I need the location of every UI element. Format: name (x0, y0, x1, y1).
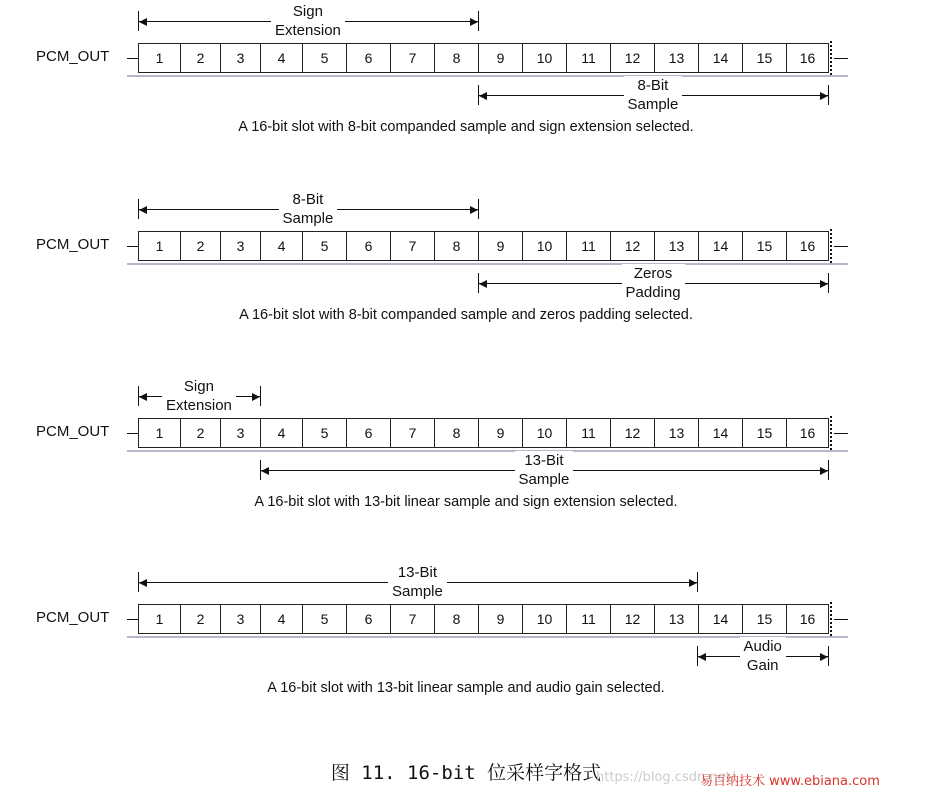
signal-trail-line (834, 433, 848, 434)
arrowhead-right-icon (470, 206, 478, 214)
bit-cell: 14 (698, 418, 743, 448)
bit-cell: 1 (138, 418, 181, 448)
bit-cell: 4 (260, 604, 303, 634)
bit-cell: 3 (220, 43, 261, 73)
bit-cell: 11 (566, 418, 611, 448)
arrowhead-left-icon (698, 653, 706, 661)
bit-cell: 14 (698, 604, 743, 634)
arrowhead-right-icon (820, 467, 828, 475)
bit-cell: 1 (138, 231, 181, 261)
bit-cell: 3 (220, 604, 261, 634)
bit-cell: 11 (566, 43, 611, 73)
bracket-end-marker (478, 11, 479, 31)
signal-trail-line (834, 619, 848, 620)
slot-end-dotted (830, 41, 832, 75)
arrowhead-left-icon (139, 579, 147, 587)
row-caption: A 16-bit slot with 13-bit linear sample and sign extension selected. (254, 494, 678, 510)
bit-cell: 3 (220, 231, 261, 261)
signal-label: PCM_OUT (36, 236, 110, 253)
bit-cell: 12 (610, 43, 655, 73)
bit-cell: 2 (180, 231, 221, 261)
bit-cell: 15 (742, 43, 787, 73)
bit-cell: 5 (302, 43, 347, 73)
bit-cell: 7 (390, 231, 435, 261)
bit-cell: 6 (346, 43, 391, 73)
bit-cell: 12 (610, 418, 655, 448)
bit-cell: 13 (654, 604, 699, 634)
signal-label: PCM_OUT (36, 609, 110, 626)
bracket-end-marker (828, 85, 829, 105)
slot-baseline (127, 263, 848, 265)
bracket-end-marker (697, 572, 698, 592)
bracket-end-marker (828, 460, 829, 480)
bit-cell: 4 (260, 418, 303, 448)
bottom-bracket-label: 13-Bit Sample (515, 451, 574, 489)
bit-cell: 8 (434, 418, 479, 448)
watermark-site: 易百纳技术 www.ebiana.com (700, 774, 880, 789)
bit-cell: 2 (180, 604, 221, 634)
bit-cell: 10 (522, 418, 567, 448)
bit-cell: 5 (302, 418, 347, 448)
bit-cell: 4 (260, 231, 303, 261)
bit-cell: 5 (302, 231, 347, 261)
arrowhead-right-icon (470, 18, 478, 26)
bit-cell: 9 (478, 604, 523, 634)
bit-cell: 7 (390, 43, 435, 73)
row-caption: A 16-bit slot with 13-bit linear sample and audio gain selected. (267, 680, 665, 696)
signal-lead-line (127, 619, 138, 620)
bit-cell: 8 (434, 604, 479, 634)
slot-end-dotted (830, 229, 832, 263)
arrowhead-right-icon (820, 92, 828, 100)
arrowhead-left-icon (261, 467, 269, 475)
arrowhead-left-icon (139, 206, 147, 214)
arrowhead-right-icon (689, 579, 697, 587)
bit-cell: 16 (786, 418, 829, 448)
bit-cell: 12 (610, 231, 655, 261)
arrowhead-left-icon (479, 92, 487, 100)
slot-baseline (127, 450, 848, 452)
signal-trail-line (834, 58, 848, 59)
bit-cell: 9 (478, 43, 523, 73)
watermark-url: https://blog.csdn.net/ (596, 770, 736, 785)
bit-cell: 15 (742, 231, 787, 261)
bit-cell: 11 (566, 604, 611, 634)
bit-cell: 5 (302, 604, 347, 634)
bit-cell: 15 (742, 604, 787, 634)
bit-cell: 3 (220, 418, 261, 448)
bit-cell: 7 (390, 604, 435, 634)
top-bracket-label: Sign Extension (271, 2, 345, 40)
bit-cell: 6 (346, 418, 391, 448)
bit-cell: 8 (434, 43, 479, 73)
bit-cell: 12 (610, 604, 655, 634)
bit-cell: 2 (180, 43, 221, 73)
signal-lead-line (127, 433, 138, 434)
bit-cell: 10 (522, 231, 567, 261)
bit-cell: 1 (138, 604, 181, 634)
bit-cell: 7 (390, 418, 435, 448)
signal-lead-line (127, 246, 138, 247)
bit-cell: 8 (434, 231, 479, 261)
bit-cell: 16 (786, 231, 829, 261)
bit-cell: 10 (522, 604, 567, 634)
bottom-bracket-label: Audio Gain (740, 637, 786, 675)
bracket-end-marker (828, 273, 829, 293)
bit-cell: 11 (566, 231, 611, 261)
arrowhead-left-icon (139, 393, 147, 401)
bit-cell: 13 (654, 418, 699, 448)
bit-cell: 13 (654, 43, 699, 73)
signal-label: PCM_OUT (36, 48, 110, 65)
bit-cell: 9 (478, 418, 523, 448)
arrowhead-right-icon (820, 280, 828, 288)
arrowhead-left-icon (139, 18, 147, 26)
bit-cell: 15 (742, 418, 787, 448)
bit-cell: 16 (786, 43, 829, 73)
bit-cell: 6 (346, 604, 391, 634)
bit-cell: 10 (522, 43, 567, 73)
bit-cell: 14 (698, 231, 743, 261)
top-bracket-label: 8-Bit Sample (279, 190, 338, 228)
top-bracket-label: 13-Bit Sample (388, 563, 447, 601)
bracket-end-marker (260, 386, 261, 406)
row-caption: A 16-bit slot with 8-bit companded sample and zeros padding selected. (239, 307, 693, 323)
bit-cell: 16 (786, 604, 829, 634)
bit-cell: 2 (180, 418, 221, 448)
bit-cell: 14 (698, 43, 743, 73)
bit-cell: 4 (260, 43, 303, 73)
arrowhead-left-icon (479, 280, 487, 288)
signal-trail-line (834, 246, 848, 247)
top-bracket-label: Sign Extension (162, 377, 236, 415)
figure-caption: 图 11. 16-bit 位采样字格式 (330, 762, 602, 784)
bit-cell: 9 (478, 231, 523, 261)
bit-cell: 13 (654, 231, 699, 261)
bottom-bracket-label: 8-Bit Sample (624, 76, 683, 114)
slot-end-dotted (830, 602, 832, 636)
bit-cell: 1 (138, 43, 181, 73)
arrowhead-right-icon (820, 653, 828, 661)
row-caption: A 16-bit slot with 8-bit companded sample and sign extension selected. (238, 119, 694, 135)
slot-end-dotted (830, 416, 832, 450)
bottom-bracket-label: Zeros Padding (622, 264, 685, 302)
arrowhead-right-icon (252, 393, 260, 401)
bit-cell: 6 (346, 231, 391, 261)
signal-lead-line (127, 58, 138, 59)
signal-label: PCM_OUT (36, 423, 110, 440)
bracket-end-marker (478, 199, 479, 219)
bracket-end-marker (828, 646, 829, 666)
slot-baseline (127, 75, 848, 77)
